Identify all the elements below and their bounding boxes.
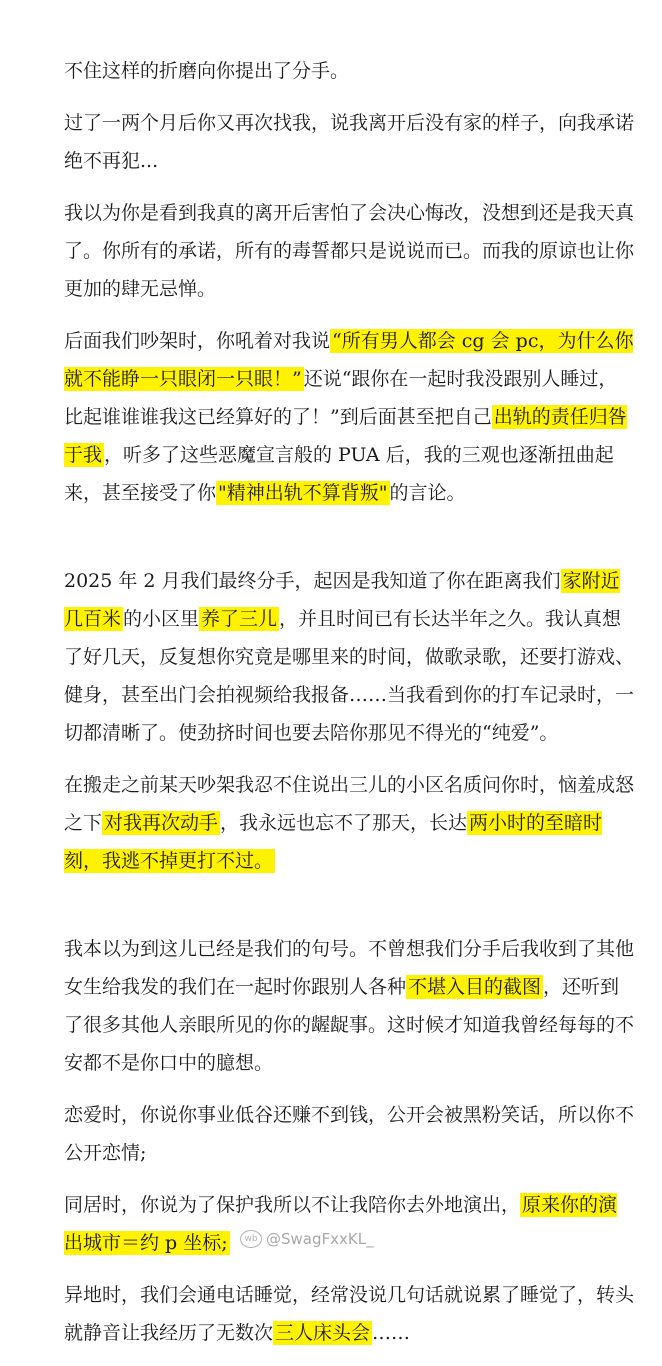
paragraph-4 — [64, 322, 636, 512]
paragraph-6 — [64, 766, 636, 880]
highlighted-phrase: 对我再次动手 — [104, 812, 219, 834]
paragraph-10 — [64, 1276, 636, 1352]
text-run: 在搬走之前某天吵架我忍不住说出三儿的小区名质问你时，恼羞成怒之下 — [64, 774, 635, 834]
text-run: 过了一两个月后你又再次找我，说我离开后没有家的样子，向我承诺绝不再犯... — [64, 112, 635, 172]
paragraph-5 — [64, 562, 636, 752]
text-run: ，听多了这些恶魔宣言般的 PUA 后，我的三观也逐渐扭曲起来，甚至接受了你 — [64, 444, 614, 504]
paragraph-2 — [64, 104, 636, 180]
text-run: 2025 年 2 月我们最终分手，起因是我知道了你在距离我们 — [64, 570, 561, 592]
text-run: …… — [372, 1322, 411, 1344]
text-run: 还说“跟你在一起时我没跟别人睡过，比起谁谁谁我这已经算好的了！”到后面甚至把自己 — [64, 368, 618, 428]
highlighted-phrase: 不堪入目的截图 — [408, 976, 542, 998]
highlighted-phrase: "精神出轨不算背叛" — [218, 482, 388, 504]
text-run: 我以为你是看到我真的离开后害怕了会决心悔改，没想到还是我天真了。你所有的承诺，所有的毒誓都只是说说而已。而我的原谅也让你更加的肆无忌惮。 — [64, 202, 635, 300]
highlighted-phrase: 出轨的责任归咎于我 — [64, 406, 627, 466]
text-run: 异地时，我们会通电话睡觉，经常没说几句话就说累了睡觉了，转头就静音让我经历了无数次 — [64, 1284, 635, 1344]
text-run: ，并且时间已有长达半年之久。我认真想了好几天，反复想你究竟是哪里来的时间，做歌录歌，还要打游戏、健身，甚至出门会拍视频给我报备……当我看到你的打车记录时，一切都清晰了。使劲挤时间也要去陪你那见不得光的“纯爱”。 — [64, 608, 635, 744]
weibo-logo-icon: wb — [240, 1230, 262, 1248]
highlighted-phrase: 原来你的演出城市＝约 p 坐标; — [64, 1194, 618, 1254]
section-gap — [64, 526, 636, 562]
text-run: 恋爱时，你说你事业低谷还赚不到钱，公开会被黑粉笑话，所以你不公开恋情; — [64, 1104, 635, 1164]
paragraph-7 — [64, 930, 636, 1082]
document-body — [64, 52, 636, 1366]
paragraph-3 — [64, 194, 636, 308]
text-run: 我本以为到这儿已经是我们的句号。不曾想我们分手后我收到了其他女生给我发的我们在一起时你跟别人各种 — [64, 938, 635, 998]
watermark-handle: @SwagFxxKL_ — [266, 1230, 374, 1248]
text-run: ，还听到了很多其他人亲眼所见的你的龌龊事。这时候才知道我曾经每每的不安都不是你口中的臆想。 — [64, 976, 635, 1074]
text-run: 后面我们吵架时，你吼着对我说 — [64, 330, 331, 352]
highlighted-phrase: 养了三儿 — [201, 608, 278, 630]
highlighted-quote: “所有男人都会 cg 会 pc，为什么你就不能睁一只眼闭一只眼！” — [64, 330, 634, 390]
section-gap — [64, 894, 636, 930]
highlighted-phrase: 家附近几百米 — [64, 570, 620, 630]
highlighted-phrase: 两小时的至暗时刻，我逃不掉更打不过。 — [64, 812, 603, 872]
text-run: 的言论。 — [389, 482, 466, 504]
paragraph-9 — [64, 1186, 636, 1262]
text-run: 的小区里 — [123, 608, 200, 630]
highlighted-phrase: 三人床头会 — [275, 1322, 371, 1344]
text-run: 不住这样的折磨向你提出了分手。 — [64, 60, 350, 82]
paragraph-1 — [64, 52, 636, 90]
weibo-watermark — [240, 1230, 374, 1248]
text-run: 同居时，你说为了保护我所以不让我陪你去外地演出， — [64, 1194, 521, 1216]
text-run: ，我永远也忘不了那天，长达 — [220, 812, 468, 834]
paragraph-8 — [64, 1096, 636, 1172]
